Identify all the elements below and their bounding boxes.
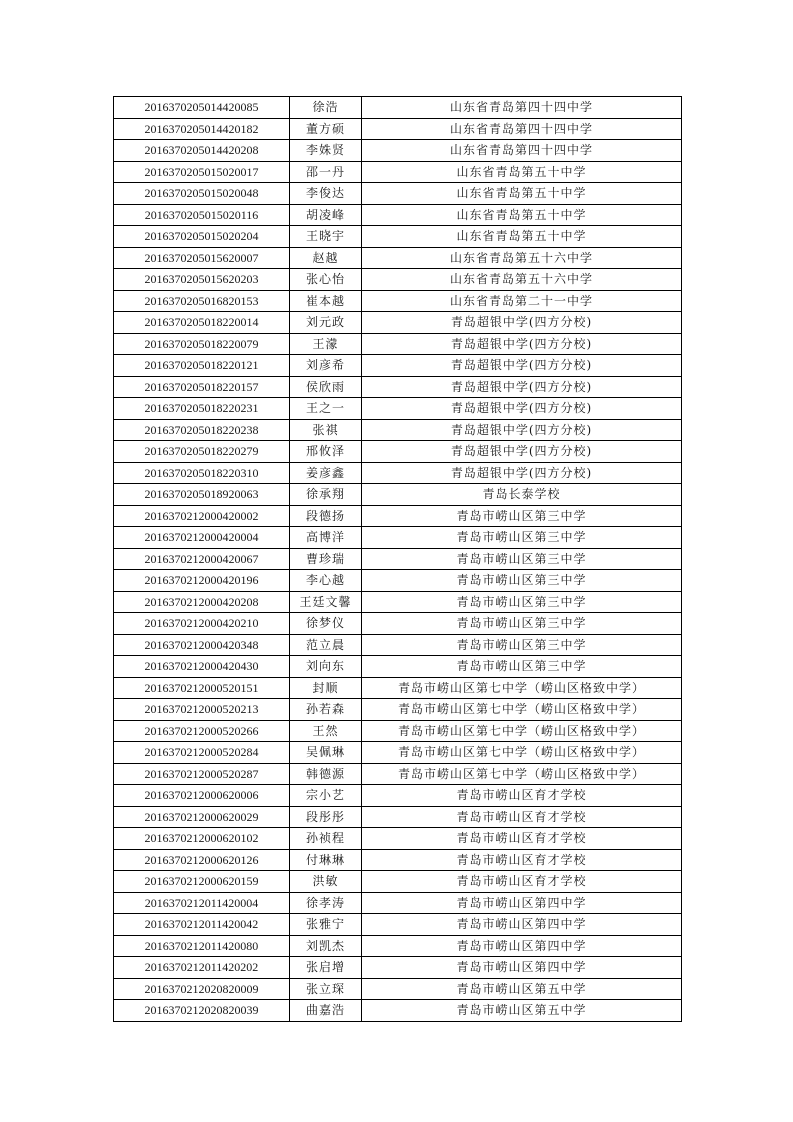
table-row [114,527,682,549]
exam-id-cell: 2016370212000420430 [114,656,290,678]
school-name-cell: 青岛市崂山区第七中学（崂山区格致中学） [362,742,682,764]
exam-id-cell: 2016370212020820009 [114,978,290,1000]
student-name-cell: 王晓宇 [290,226,362,248]
table-row [114,204,682,226]
table-row [114,699,682,721]
school-name-cell: 青岛市崂山区第三中学 [362,527,682,549]
student-name-cell: 张心怡 [290,269,362,291]
exam-id-cell: 2016370205014420085 [114,97,290,119]
table-row [114,505,682,527]
school-name-cell: 山东省青岛第二十一中学 [362,290,682,312]
table-row [114,849,682,871]
student-roster-table [113,96,682,1022]
student-name-cell: 张启增 [290,957,362,979]
school-name-cell: 青岛超银中学(四方分校) [362,419,682,441]
school-name-cell: 山东省青岛第四十四中学 [362,97,682,119]
school-name-cell: 青岛市崂山区第三中学 [362,548,682,570]
exam-id-cell: 2016370212011420004 [114,892,290,914]
exam-id-cell: 2016370205016820153 [114,290,290,312]
student-name-cell: 刘彦希 [290,355,362,377]
student-name-cell: 宗小艺 [290,785,362,807]
school-name-cell: 青岛市崂山区育才学校 [362,828,682,850]
exam-id-cell: 2016370205014420208 [114,140,290,162]
exam-id-cell: 2016370205015620203 [114,269,290,291]
table-row [114,591,682,613]
table-row [114,462,682,484]
table-row [114,677,682,699]
school-name-cell: 青岛市崂山区第七中学（崂山区格致中学） [362,720,682,742]
table-row [114,548,682,570]
table-row [114,419,682,441]
exam-id-cell: 2016370212000620126 [114,849,290,871]
school-name-cell: 山东省青岛第五十中学 [362,204,682,226]
table-row [114,398,682,420]
school-name-cell: 青岛超银中学(四方分校) [362,462,682,484]
student-name-cell: 张雅宁 [290,914,362,936]
exam-id-cell: 2016370205018220231 [114,398,290,420]
exam-id-cell: 2016370212000420004 [114,527,290,549]
table-row [114,140,682,162]
student-name-cell: 王之一 [290,398,362,420]
exam-id-cell: 2016370205018220279 [114,441,290,463]
exam-id-cell: 2016370212000520287 [114,763,290,785]
student-name-cell: 崔本越 [290,290,362,312]
school-name-cell: 山东省青岛第五十中学 [362,226,682,248]
exam-id-cell: 2016370205018220121 [114,355,290,377]
exam-id-cell: 2016370212000520266 [114,720,290,742]
school-name-cell: 青岛超银中学(四方分校) [362,398,682,420]
school-name-cell: 青岛市崂山区第四中学 [362,914,682,936]
exam-id-cell: 2016370212000420067 [114,548,290,570]
student-name-cell: 刘元政 [290,312,362,334]
school-name-cell: 青岛超银中学(四方分校) [362,441,682,463]
table-row [114,806,682,828]
table-row [114,484,682,506]
student-name-cell: 段彤彤 [290,806,362,828]
table-row [114,226,682,248]
student-name-cell: 高博洋 [290,527,362,549]
exam-id-cell: 2016370205018220079 [114,333,290,355]
table-row [114,161,682,183]
exam-id-cell: 2016370212000420196 [114,570,290,592]
student-name-cell: 洪敏 [290,871,362,893]
student-name-cell: 孙若森 [290,699,362,721]
exam-id-cell: 2016370212020820039 [114,1000,290,1022]
student-name-cell: 范立晨 [290,634,362,656]
exam-id-cell: 2016370205018920063 [114,484,290,506]
table-row [114,978,682,1000]
student-name-cell: 赵越 [290,247,362,269]
school-name-cell: 山东省青岛第五十六中学 [362,269,682,291]
school-name-cell: 青岛超银中学(四方分校) [362,376,682,398]
exam-id-cell: 2016370205018220157 [114,376,290,398]
school-name-cell: 山东省青岛第五十中学 [362,183,682,205]
student-name-cell: 邢攸泽 [290,441,362,463]
student-name-cell: 李心越 [290,570,362,592]
table-row [114,914,682,936]
exam-id-cell: 2016370212000420210 [114,613,290,635]
student-name-cell: 张立琛 [290,978,362,1000]
school-name-cell: 青岛市崂山区第七中学（崂山区格致中学） [362,763,682,785]
table-row [114,742,682,764]
student-name-cell: 吴佩琳 [290,742,362,764]
student-name-cell: 付琳琳 [290,849,362,871]
school-name-cell: 青岛市崂山区第五中学 [362,978,682,1000]
exam-id-cell: 2016370212000420348 [114,634,290,656]
student-name-cell: 韩德源 [290,763,362,785]
exam-id-cell: 2016370205015020204 [114,226,290,248]
exam-id-cell: 2016370212011420080 [114,935,290,957]
school-name-cell: 山东省青岛第五十中学 [362,161,682,183]
exam-id-cell: 2016370212000620006 [114,785,290,807]
table-row [114,269,682,291]
student-name-cell: 徐浩 [290,97,362,119]
table-row [114,247,682,269]
student-name-cell: 邵一丹 [290,161,362,183]
student-name-cell: 孙祯程 [290,828,362,850]
school-name-cell: 青岛市崂山区育才学校 [362,806,682,828]
table-row [114,441,682,463]
school-name-cell: 青岛超银中学(四方分校) [362,312,682,334]
table-row [114,763,682,785]
exam-id-cell: 2016370212000620102 [114,828,290,850]
school-name-cell: 青岛市崂山区第三中学 [362,656,682,678]
exam-id-cell: 2016370212000520151 [114,677,290,699]
school-name-cell: 青岛超银中学(四方分校) [362,333,682,355]
exam-id-cell: 2016370212000620159 [114,871,290,893]
student-name-cell: 刘向东 [290,656,362,678]
exam-id-cell: 2016370212000420208 [114,591,290,613]
student-name-cell: 段德扬 [290,505,362,527]
student-name-cell: 侯欣雨 [290,376,362,398]
exam-id-cell: 2016370205015020116 [114,204,290,226]
school-name-cell: 山东省青岛第五十六中学 [362,247,682,269]
table-row [114,892,682,914]
exam-id-cell: 2016370205015620007 [114,247,290,269]
school-name-cell: 青岛超银中学(四方分校) [362,355,682,377]
table-row [114,376,682,398]
school-name-cell: 青岛市崂山区育才学校 [362,871,682,893]
exam-id-cell: 2016370212011420042 [114,914,290,936]
student-name-cell: 李俊达 [290,183,362,205]
roster-body [114,97,682,1022]
exam-id-cell: 2016370212000420002 [114,505,290,527]
school-name-cell: 青岛市崂山区第三中学 [362,634,682,656]
school-name-cell: 青岛市崂山区第三中学 [362,613,682,635]
student-name-cell: 李姝贤 [290,140,362,162]
student-name-cell: 王濛 [290,333,362,355]
exam-id-cell: 2016370212000520213 [114,699,290,721]
student-name-cell: 封顺 [290,677,362,699]
student-name-cell: 刘凯杰 [290,935,362,957]
school-name-cell: 青岛市崂山区第三中学 [362,591,682,613]
exam-id-cell: 2016370205018220014 [114,312,290,334]
table-row [114,656,682,678]
school-name-cell: 青岛市崂山区育才学校 [362,785,682,807]
school-name-cell: 山东省青岛第四十四中学 [362,140,682,162]
student-name-cell: 董方硕 [290,118,362,140]
table-row [114,97,682,119]
table-row [114,634,682,656]
school-name-cell: 青岛市崂山区第五中学 [362,1000,682,1022]
exam-id-cell: 2016370205018220310 [114,462,290,484]
school-name-cell: 青岛长泰学校 [362,484,682,506]
table-row [114,871,682,893]
exam-id-cell: 2016370205018220238 [114,419,290,441]
student-name-cell: 王然 [290,720,362,742]
table-row [114,613,682,635]
school-name-cell: 青岛市崂山区第三中学 [362,505,682,527]
table-row [114,570,682,592]
table-row [114,785,682,807]
student-name-cell: 王廷文馨 [290,591,362,613]
exam-id-cell: 2016370205014420182 [114,118,290,140]
student-name-cell: 张祺 [290,419,362,441]
table-row [114,312,682,334]
school-name-cell: 山东省青岛第四十四中学 [362,118,682,140]
school-name-cell: 青岛市崂山区育才学校 [362,849,682,871]
table-row [114,183,682,205]
student-name-cell: 徐梦仪 [290,613,362,635]
table-row [114,355,682,377]
exam-id-cell: 2016370205015020048 [114,183,290,205]
school-name-cell: 青岛市崂山区第四中学 [362,935,682,957]
table-row [114,118,682,140]
school-name-cell: 青岛市崂山区第七中学（崂山区格致中学） [362,699,682,721]
table-row [114,720,682,742]
exam-id-cell: 2016370212011420202 [114,957,290,979]
school-name-cell: 青岛市崂山区第四中学 [362,892,682,914]
table-row [114,290,682,312]
school-name-cell: 青岛市崂山区第七中学（崂山区格致中学） [362,677,682,699]
table-row [114,1000,682,1022]
student-name-cell: 姜彦鑫 [290,462,362,484]
table-row [114,333,682,355]
exam-id-cell: 2016370205015020017 [114,161,290,183]
table-row [114,957,682,979]
student-name-cell: 曲嘉浩 [290,1000,362,1022]
exam-id-cell: 2016370212000520284 [114,742,290,764]
school-name-cell: 青岛市崂山区第四中学 [362,957,682,979]
student-name-cell: 徐孝涛 [290,892,362,914]
table-row [114,828,682,850]
student-name-cell: 曹珍瑞 [290,548,362,570]
school-name-cell: 青岛市崂山区第三中学 [362,570,682,592]
exam-id-cell: 2016370212000620029 [114,806,290,828]
student-name-cell: 胡凌峰 [290,204,362,226]
student-name-cell: 徐承翔 [290,484,362,506]
table-row [114,935,682,957]
